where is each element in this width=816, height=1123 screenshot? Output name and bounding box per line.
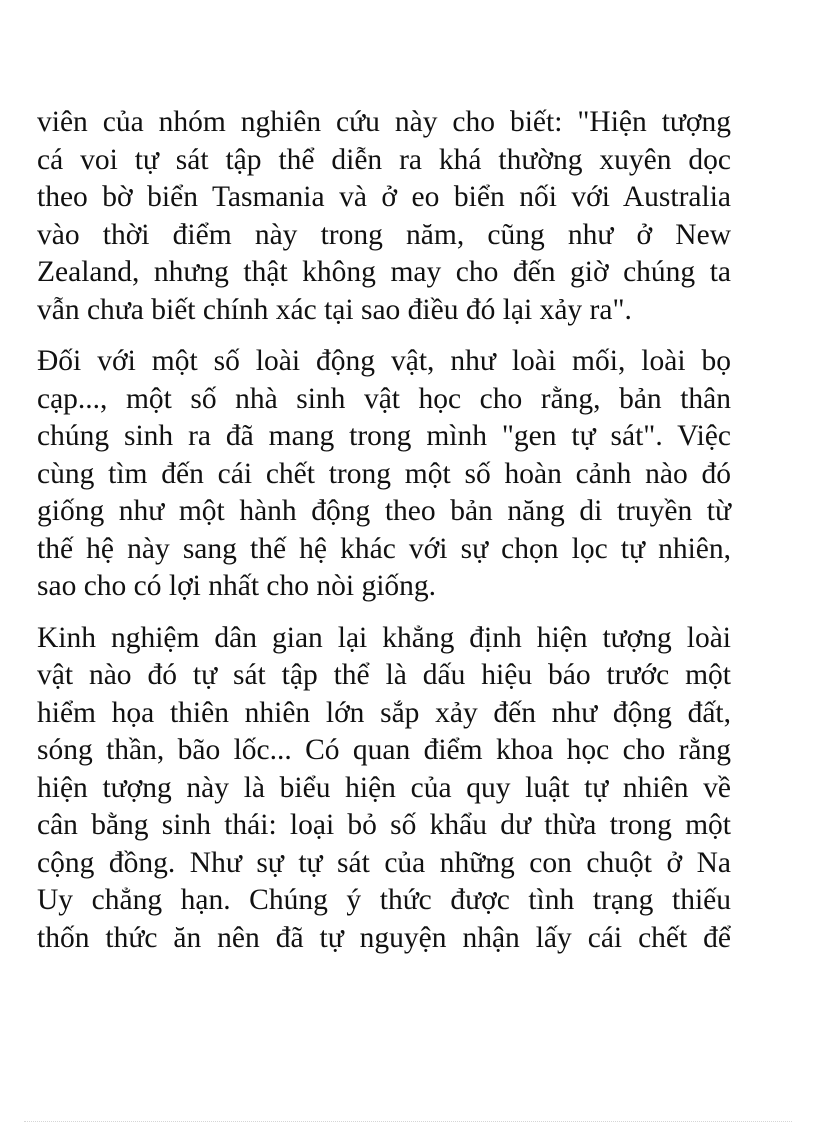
text-line: cạp..., một số nhà sinh vật học cho rằng, bản thân bbox=[37, 382, 731, 415]
text-line: sóng thần, bão lốc... Có quan điểm khoa học cho rằng bbox=[37, 734, 731, 766]
text-line: cân bằng sinh thái: loại bỏ số khẩu dư thừa trong một bbox=[37, 809, 731, 841]
text-line: Đối với một số loài động vật, như loài mối, loài bọ bbox=[37, 345, 731, 377]
text-line: hiểm họa thiên nhiên lớn sắp xảy đến như động đất, bbox=[37, 696, 731, 729]
text-line: viên của nhóm nghiên cứu này cho biết: "Hiện tượng bbox=[37, 106, 731, 138]
text-line: cùng tìm đến cái chết trong một số hoàn cảnh nào đó bbox=[37, 457, 731, 490]
text-line: cộng đồng. Như sự tự sát của những con chuột ở Na bbox=[37, 846, 731, 879]
text-line: cá voi tự sát tập thể diễn ra khá thường xuyên dọc bbox=[37, 143, 731, 176]
text-line: Zealand, nhưng thật không may cho đến giờ chúng ta bbox=[37, 256, 731, 288]
body-text bbox=[37, 104, 731, 971]
text-line: Uy chẳng hạn. Chúng ý thức được tình trạng thiếu bbox=[37, 884, 731, 916]
text-line: vẫn chưa biết chính xác tại sao điều đó lại xảy ra". bbox=[37, 293, 632, 326]
text-line: chúng sinh ra đã mang trong mình "gen tự sát". Việc bbox=[37, 420, 731, 452]
text-line: giống như một hành động theo bản năng di truyền từ bbox=[37, 495, 731, 527]
paragraph-1 bbox=[37, 104, 731, 329]
text-line: vào thời điểm này trong năm, cũng như ở New bbox=[37, 218, 731, 251]
paragraph-3 bbox=[37, 620, 731, 958]
text-line: Kinh nghiệm dân gian lại khẳng định hiện tượng loài bbox=[37, 621, 731, 654]
text-line: hiện tượng này là biểu hiện của quy luật tự nhiên về bbox=[37, 771, 731, 804]
paragraph-2 bbox=[37, 343, 731, 606]
text-line: theo bờ biển Tasmania và ở eo biển nối với Australia bbox=[37, 181, 731, 213]
text-line: thốn thức ăn nên đã tự nguyện nhận lấy cái chết để bbox=[37, 921, 731, 954]
page-bottom-divider bbox=[24, 1121, 792, 1122]
text-line: thế hệ này sang thế hệ khác với sự chọn lọc tự nhiên, bbox=[37, 532, 731, 565]
text-line: vật nào đó tự sát tập thể là dấu hiệu báo trước một bbox=[37, 659, 731, 691]
text-line: sao cho có lợi nhất cho nòi giống. bbox=[37, 570, 437, 602]
